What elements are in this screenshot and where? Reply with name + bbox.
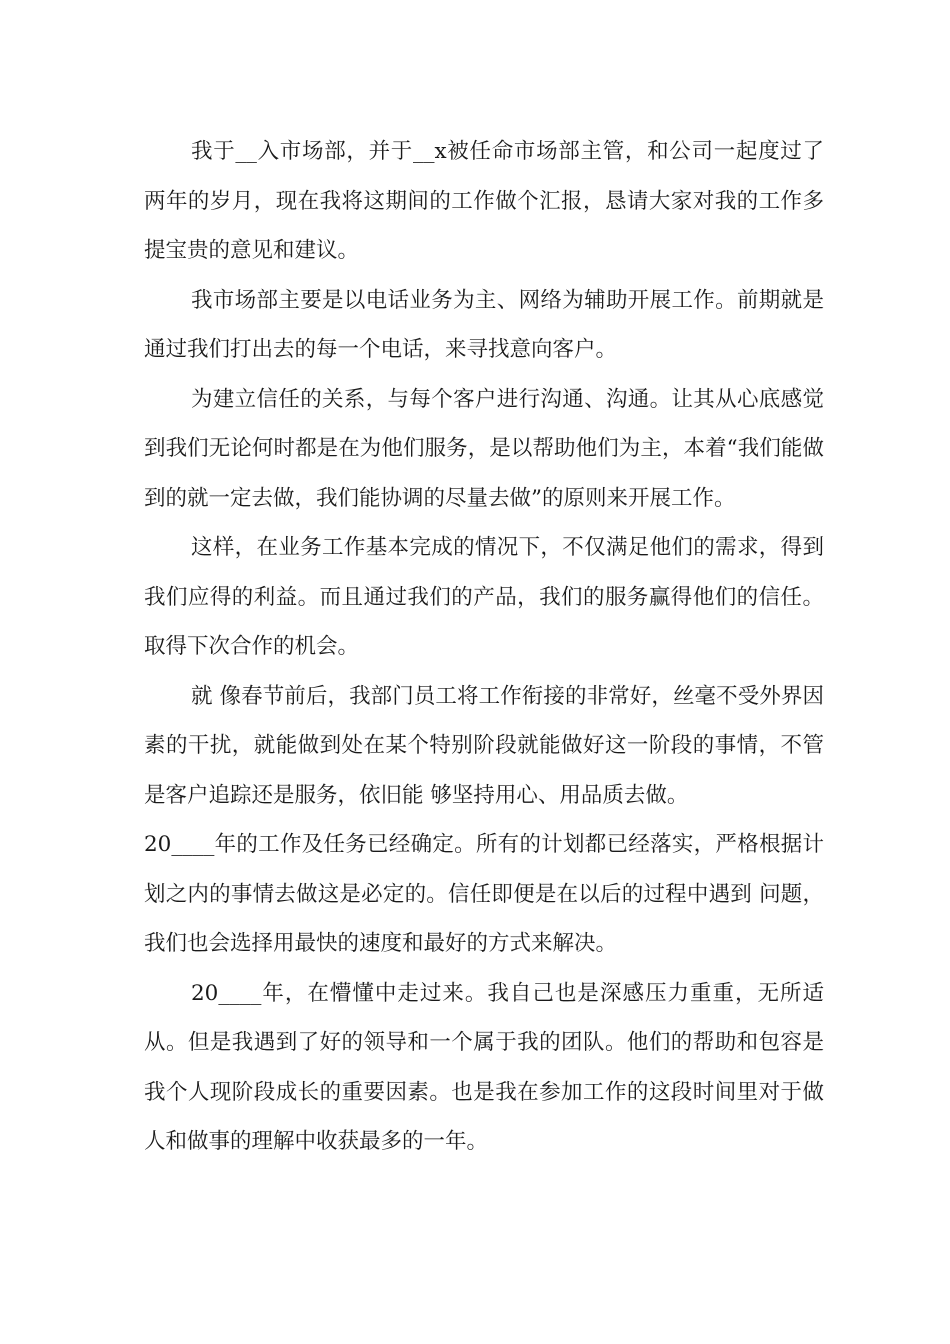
paragraph-5: 就 像春节前后，我部门员工将工作衔接的非常好，丝毫不受外界因素的干扰，就能做到处在某个特别阶段就能做好这一阶段的事情，不管是客户追踪还是服务，依旧能 够坚持用心、用品质去做。	[144, 683, 824, 808]
paragraph-1: 我于__入市场部，并于__x被任命市场部主管，和公司一起度过了两年的岁月，现在我将这期间的工作做个汇报，恳请大家对我的工作多提宝贵的意见和建议。	[144, 139, 824, 263]
paragraph-4: 这样，在业务工作基本完成的情况下，不仅满足他们的需求，得到我们应得的利益。而且通过我们的产品，我们的服务赢得他们的信任。取得下次合作的机会。	[144, 535, 824, 659]
paragraph-6: 20____年的工作及任务已经确定。所有的计划都已经落实，严格根据计划之内的事情去做这是必定的。信任即便是在以后的过程中遇到 问题，我们也会选择用最快的速度和最好的方式来解决。	[144, 832, 824, 956]
paragraph-7: 20____年，在懵懂中走过来。我自己也是深感压力重重，无所适从。但是我遇到了好的领导和一个属于我的团队。他们的帮助和包容是我个人现阶段成长的重要因素。也是我在参加工作的这段时间里对于做人和做事的理解中收获最多的一年。	[144, 980, 824, 1154]
paragraph-3: 为建立信任的关系，与每个客户进行沟通、沟通。让其从心底感觉到我们无论何时都是在为他们服务，是以帮助他们为主，本着“我们能做到的就一定去做，我们能协调的尽量去做”的原则来开展工作。	[144, 386, 824, 511]
paragraph-2: 我市场部主要是以电话业务为主、网络为辅助开展工作。前期就是通过我们打出去的每一个电话，来寻找意向客户。	[144, 287, 824, 362]
document-body	[144, 127, 824, 1167]
